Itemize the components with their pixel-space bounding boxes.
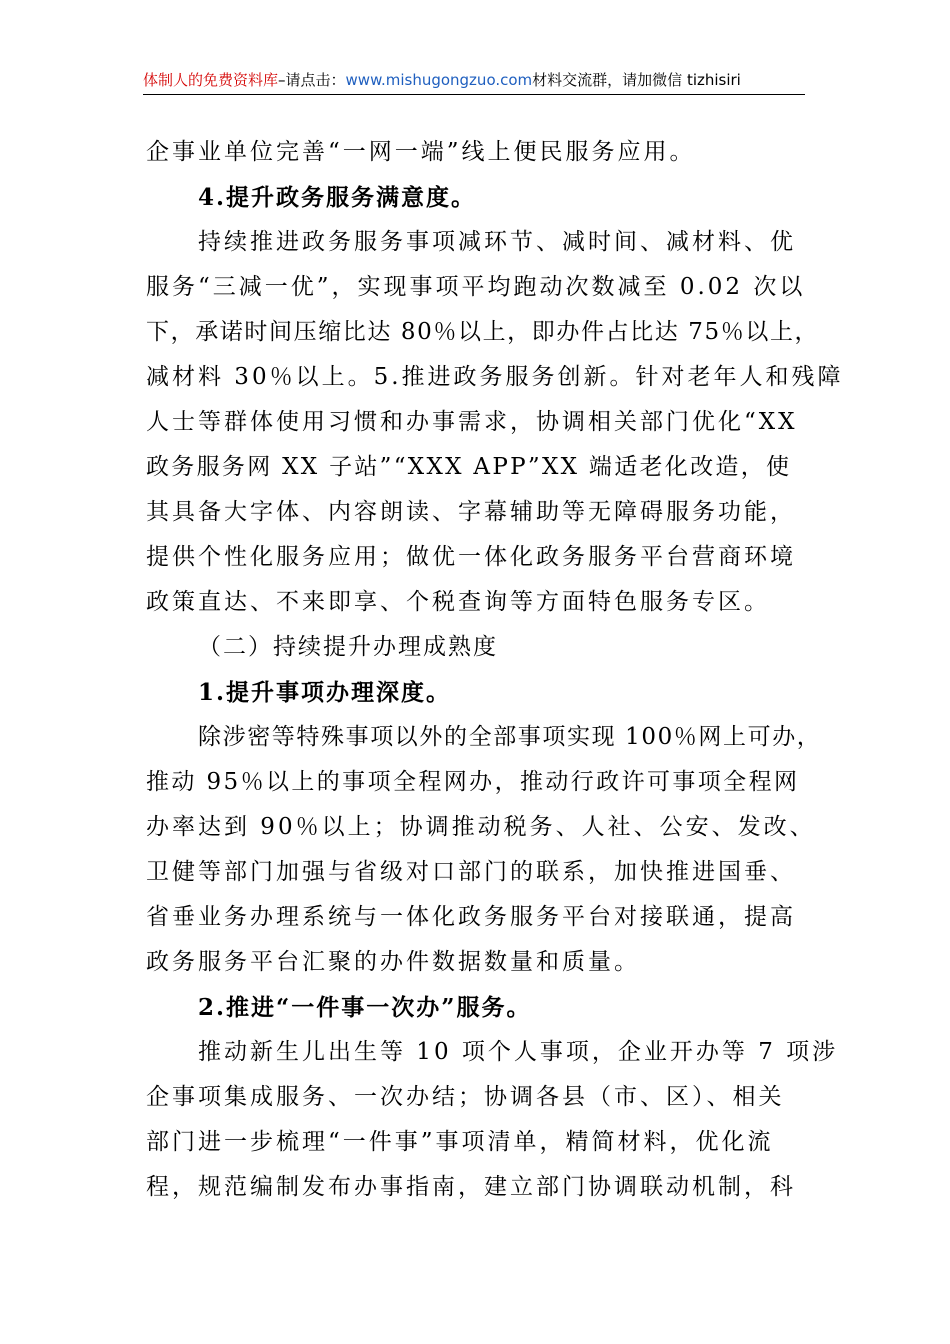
body-line: 政策直达、不来即享、个税查询等方面特色服务专区。 [146, 589, 770, 615]
header-wechat-note: 材料交流群，请加微信 tizhisiri [532, 71, 741, 89]
body-line: 企事业单位完善“一网一端”线上便民服务应用。 [146, 139, 696, 165]
body-line: 政务服务平台汇聚的办件数据数量和质量。 [146, 949, 640, 975]
header-click-prompt: –请点击： [278, 71, 346, 89]
body-line: 服务“三减一优”，实现事项平均跑动次数减至 0.02 次以 [146, 274, 806, 300]
subheading-one-thing: 2.推进“一件事一次办”服务。 [198, 994, 532, 1021]
section-heading-maturity: （二）持续提升办理成熟度 [198, 634, 498, 660]
body-line: 办率达到 90％以上；协调推动税务、人社、公安、发改、 [146, 814, 816, 840]
body-line: 提供个性化服务应用；做优一体化政务服务平台营商环境 [146, 544, 796, 570]
header-library-name: 体制人的免费资料库 [143, 71, 279, 89]
document-body [146, 130, 844, 1210]
body-line: 推动新生儿出生等 10 项个人事项，企业开办等 7 项涉 [198, 1039, 839, 1065]
body-line: 除涉密等特殊事项以外的全部事项实现 100％网上可办， [198, 724, 822, 750]
body-line: 推动 95％以上的事项全程网办，推动行政许可事项全程网 [146, 769, 800, 795]
body-line: 其具备大字体、内容朗读、字幕辅助等无障碍服务功能， [146, 499, 796, 525]
body-line: 下，承诺时间压缩比达 80％以上，即办件占比达 75％以上， [146, 319, 820, 345]
body-line: 持续推进政务服务事项减环节、减时间、减材料、优 [198, 229, 796, 255]
body-line: 卫健等部门加强与省级对口部门的联系，加快推进国垂、 [146, 859, 796, 885]
body-line: 人士等群体使用习惯和办事需求，协调相关部门优化“XX [146, 409, 798, 435]
body-line: 程，规范编制发布办事指南，建立部门协调联动机制，科 [146, 1174, 796, 1200]
body-line: 部门进一步梳理“一件事”事项清单，精简材料，优化流 [146, 1129, 774, 1155]
body-line: 政务服务网 XX 子站”“XXX APP”XX 端适老化改造，使 [146, 454, 792, 480]
header-website-link[interactable]: www.mishugongzuo.com [345, 71, 533, 89]
body-line: 减材料 30％以上。5.推进政务服务创新。针对老年人和残障 [146, 364, 844, 390]
page-header [143, 68, 805, 95]
subheading-depth: 1.提升事项办理深度。 [198, 679, 452, 706]
body-line: 企事项集成服务、一次办结；协调各县（市、区）、相关 [146, 1084, 785, 1110]
body-line: 省垂业务办理系统与一体化政务服务平台对接联通，提高 [146, 904, 796, 930]
subheading-satisfaction: 4.提升政务服务满意度。 [198, 184, 477, 211]
